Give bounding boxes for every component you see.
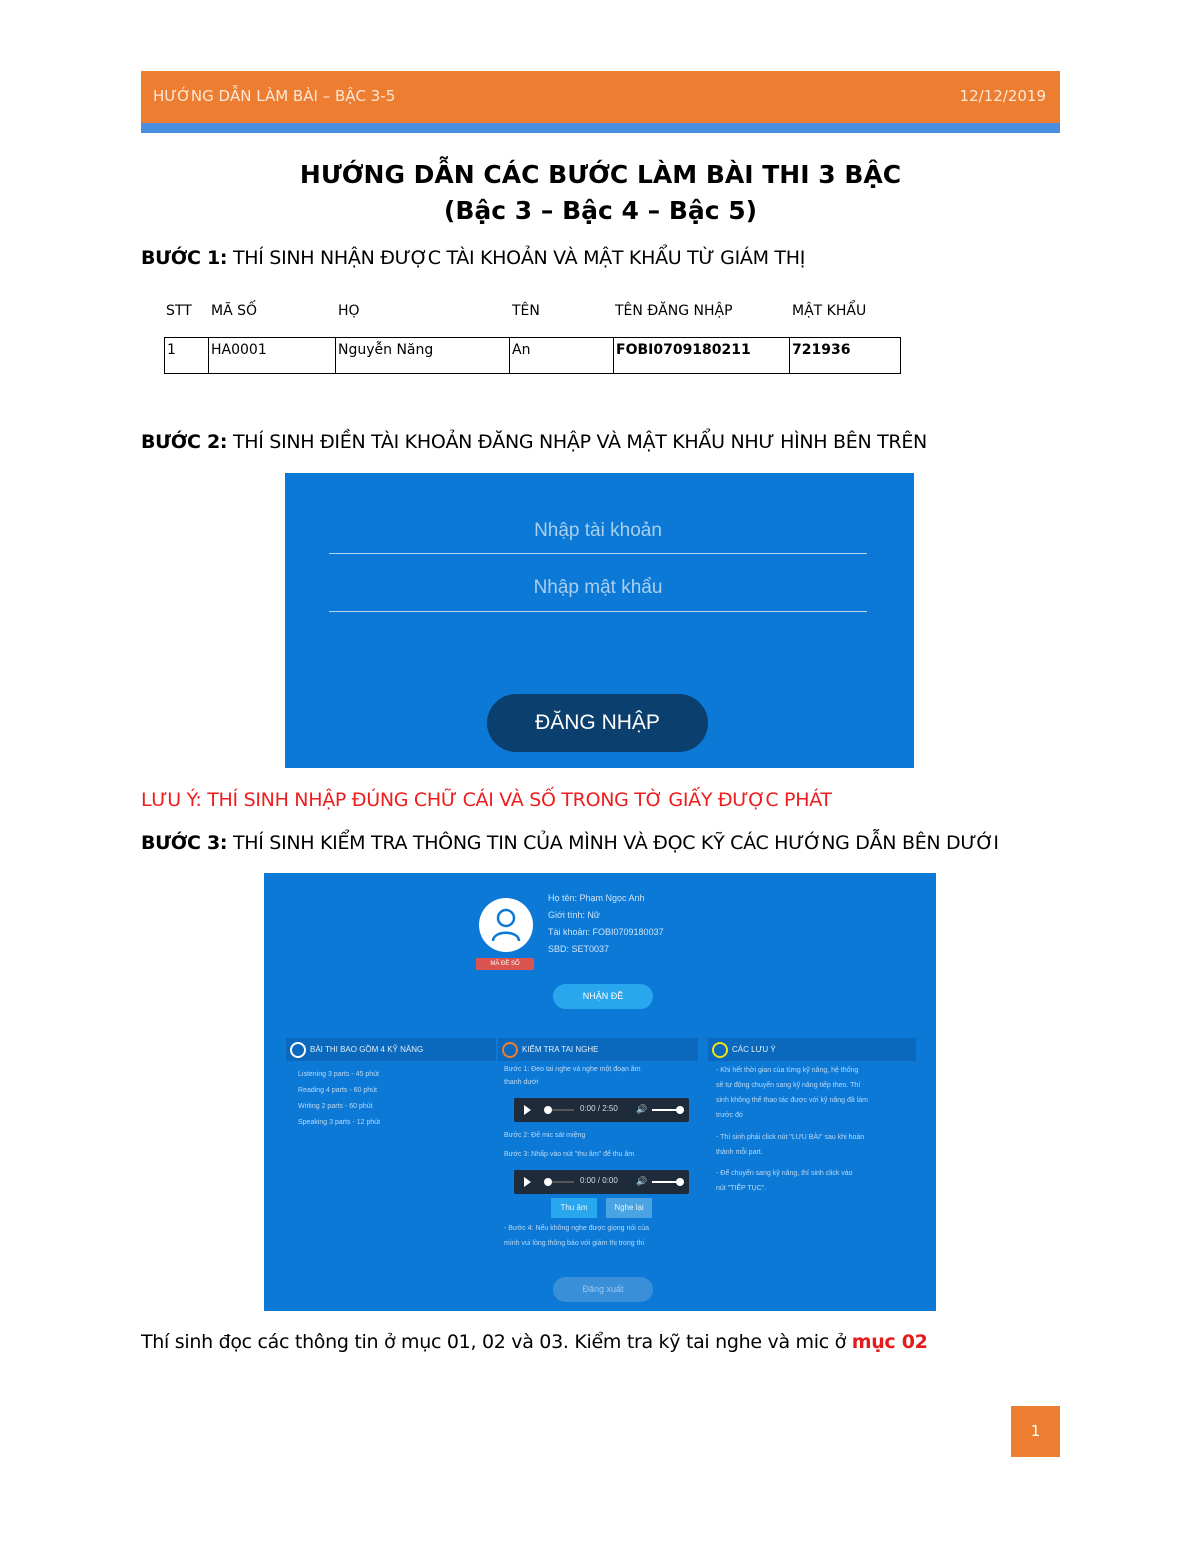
user-icon: [491, 908, 521, 942]
col2-line: mình vui lòng thông báo với giám thị trong thi: [504, 1240, 645, 1247]
step-2: [141, 431, 927, 453]
info-account: Tài khoản: FOBI0709180037: [548, 927, 664, 937]
avatar: [479, 898, 533, 952]
audio-player-recording[interactable]: [514, 1170, 689, 1194]
password-input[interactable]: Nhập mật khẩu: [533, 577, 663, 598]
cell-ma-so: HA0001: [209, 338, 336, 373]
login-button[interactable]: ĐĂNG NHẬP: [487, 694, 708, 752]
col3-line: - Thí sinh phải click nút "LƯU BÀI" sau khi hoàn: [716, 1134, 865, 1141]
cell-mat-khau: 721936: [792, 342, 851, 358]
volume-handle[interactable]: [676, 1178, 684, 1186]
table-header-ma-so: MÃ SỐ: [211, 303, 258, 319]
table-header-ten-dang-nhap: TÊN ĐĂNG NHẬP: [615, 303, 733, 319]
col2-line: - Bước 4: Nếu không nghe được giọng nói của: [504, 1225, 650, 1232]
login-panel: [285, 473, 914, 768]
col1-line: Reading 4 parts - 60 phút: [298, 1087, 377, 1094]
audio-player-sample[interactable]: [514, 1098, 689, 1122]
step-1: [141, 247, 805, 269]
col3-line: sẽ tự động chuyển sang kỹ năng tiếp theo. Thí: [716, 1082, 861, 1089]
record-button[interactable]: Thu âm: [551, 1198, 597, 1218]
player-time: 0:00 / 2:50: [580, 1104, 618, 1113]
number-3-icon: [712, 1042, 728, 1058]
table-header-mat-khau: MẬT KHẨU: [792, 303, 867, 319]
col1-line: Speaking 3 parts - 12 phút: [298, 1119, 381, 1126]
number-2-icon: [502, 1042, 518, 1058]
col1-title: BÀI THI BAO GỒM 4 KỸ NĂNG: [310, 1045, 424, 1054]
col3-line: sinh không thể thao tác được với kỹ năng đã làm: [716, 1097, 869, 1104]
volume-icon[interactable]: 🔊: [636, 1176, 648, 1186]
logout-button[interactable]: Đăng xuất: [553, 1277, 653, 1302]
info-sbd: SBD: SET0037: [548, 944, 610, 954]
seek-handle[interactable]: [544, 1178, 552, 1186]
table-header-stt: STT: [166, 303, 192, 319]
step-3-label: BƯỚC 3:: [141, 832, 228, 854]
col1-line: Writing 2 parts - 60 phút: [298, 1103, 373, 1110]
username-underline: [329, 553, 867, 554]
username-input[interactable]: Nhập tài khoản: [534, 520, 662, 541]
closing-text: Thí sinh đọc các thông tin ở mục 01, 02 và 03. Kiểm tra kỹ tai nghe và mic ở: [141, 1331, 852, 1353]
document-subtitle: (Bậc 3 – Bậc 4 – Bậc 5): [443, 196, 758, 225]
page-header: [141, 71, 1060, 123]
closing-instruction: [141, 1331, 928, 1353]
play-icon[interactable]: [524, 1177, 531, 1187]
volume-icon[interactable]: 🔊: [636, 1104, 648, 1114]
step-1-label: BƯỚC 1:: [141, 247, 228, 269]
document-title: HƯỚNG DẪN CÁC BƯỚC LÀM BÀI THI 3 BẬC: [299, 160, 902, 189]
col1-header: [286, 1038, 496, 1061]
cell-ten-dang-nhap: FOBI0709180211: [614, 338, 790, 373]
warning-note: LƯU Ý: THÍ SINH NHẬP ĐÚNG CHỮ CÁI VÀ SỐ TRONG TỜ GIẤY ĐƯỢC PHÁT: [141, 789, 832, 811]
table-header-ten: TÊN: [512, 303, 540, 319]
col3-line: - Để chuyển sang kỹ năng, thí sinh click vào: [716, 1170, 853, 1177]
col3-title: CÁC LƯU Ý: [732, 1045, 776, 1054]
password-underline: [329, 611, 867, 612]
info-name: Họ tên: Phạm Ngọc Anh: [548, 893, 645, 903]
listen-button[interactable]: Nghe lại: [606, 1198, 652, 1218]
col2-header: [498, 1038, 698, 1061]
step-3: [141, 832, 999, 854]
table-header-ho: HỌ: [338, 303, 360, 319]
cell-ho: Nguyễn Năng: [336, 338, 510, 373]
seek-handle[interactable]: [544, 1106, 552, 1114]
col3-line: nút "TIẾP TỤC".: [716, 1185, 767, 1192]
step-2-label: BƯỚC 2:: [141, 431, 228, 453]
col2-line: Bước 1: Đeo tai nghe và nghe một đoạn âm: [504, 1066, 641, 1073]
col3-line: thành mỗi part.: [716, 1149, 763, 1156]
info-gender: Giới tính: Nữ: [548, 910, 600, 920]
page-number: 1: [1011, 1406, 1060, 1457]
header-date: 12/12/2019: [959, 87, 1046, 105]
col3-line: - Khi hết thời gian của từng kỹ năng, hệ thống: [716, 1067, 859, 1074]
col2-line: Bước 3: Nhấp vào nút "thu âm" để thu âm: [504, 1151, 635, 1158]
col2-line: thanh dưới: [504, 1079, 539, 1086]
header-title: HƯỚNG DẪN LÀM BÀI – BẬC 3-5: [153, 87, 396, 105]
header-strip: [141, 123, 1060, 133]
col3-line: trước đó: [716, 1112, 743, 1119]
get-exam-button[interactable]: NHẬN ĐỀ: [553, 984, 653, 1009]
col3-header: [708, 1038, 916, 1061]
seek-track[interactable]: [552, 1109, 574, 1111]
table-row: [164, 337, 901, 374]
play-icon[interactable]: [524, 1105, 531, 1115]
col2-line: Bước 2: Để mic sát miệng: [504, 1132, 586, 1139]
closing-highlight: mục 02: [851, 1331, 928, 1353]
cell-stt: 1: [165, 338, 209, 373]
col2-title: KIỂM TRA TAI NGHE: [522, 1045, 599, 1054]
player-time: 0:00 / 0:00: [580, 1176, 618, 1185]
col1-line: Listening 3 parts - 45 phút: [298, 1071, 379, 1078]
step-2-text: THÍ SINH ĐIỀN TÀI KHOẢN ĐĂNG NHẬP VÀ MẬT KHẨU NHƯ HÌNH BÊN TRÊN: [227, 431, 927, 453]
cell-ten: An: [510, 338, 614, 373]
volume-handle[interactable]: [676, 1106, 684, 1114]
step-3-text: THÍ SINH KIỂM TRA THÔNG TIN CỦA MÌNH VÀ ĐỌC KỸ CÁC HƯỚNG DẪN BÊN DƯỚI: [227, 832, 999, 854]
number-1-icon: [290, 1042, 306, 1058]
seek-track[interactable]: [552, 1181, 574, 1183]
exam-dashboard: [264, 873, 936, 1311]
exam-code-badge: MÃ ĐỀ SỐ: [476, 958, 534, 970]
step-1-text: THÍ SINH NHẬN ĐƯỢC TÀI KHOẢN VÀ MẬT KHẨU TỪ GIÁM THỊ: [227, 247, 806, 269]
